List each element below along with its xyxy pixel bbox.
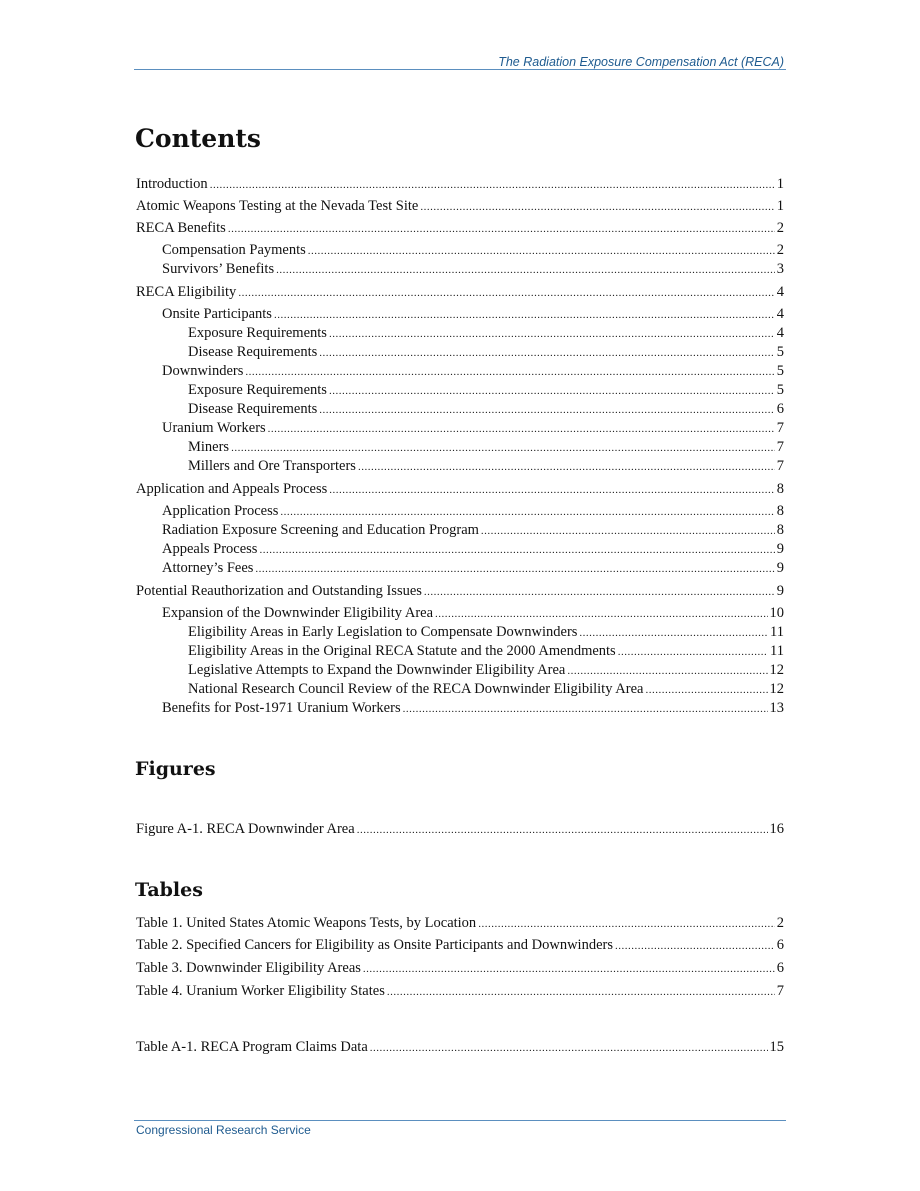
- toc-entry-introduction[interactable]: [136, 175, 784, 194]
- table-entry-page: 6: [776, 937, 784, 953]
- figure-entry-page: 16: [769, 821, 784, 837]
- toc-entry-page: 8: [776, 503, 784, 519]
- toc-entry-attorneys-fees[interactable]: [162, 559, 784, 578]
- toc-entry-title: Application Process: [162, 503, 279, 519]
- toc-entry-title: Exposure Requirements: [188, 325, 327, 341]
- figures-heading: Figures: [135, 758, 216, 780]
- toc-entry-title: Disease Requirements: [188, 401, 318, 417]
- toc-entry-page: 6: [776, 401, 784, 417]
- dot-leader: [319, 401, 774, 419]
- toc-entry-page: 1: [776, 198, 784, 214]
- table-entry-4[interactable]: [136, 982, 784, 1001]
- toc-entry-title: Application and Appeals Process: [136, 481, 328, 497]
- dot-leader: [363, 960, 775, 978]
- dot-leader: [238, 284, 774, 302]
- dot-leader: [645, 681, 767, 699]
- dot-leader: [274, 306, 775, 324]
- toc-entry-reca-benefits[interactable]: [136, 219, 784, 238]
- toc-entry-page: 4: [776, 306, 784, 322]
- dot-leader: [255, 560, 774, 578]
- toc-entry-title: Onsite Participants: [162, 306, 272, 322]
- table-entry-title: Table 4. Uranium Worker Eligibility States: [136, 983, 385, 999]
- dot-leader: [319, 344, 774, 362]
- dot-leader: [329, 382, 775, 400]
- toc-entry-page: 4: [776, 284, 784, 300]
- dot-leader: [280, 503, 774, 521]
- toc-entry-legislative-attempts[interactable]: [188, 661, 784, 680]
- toc-entry-nrc-review[interactable]: [188, 680, 784, 699]
- table-entry-3[interactable]: [136, 959, 784, 978]
- table-entry-2[interactable]: [136, 936, 784, 955]
- toc-entry-title: Downwinders: [162, 363, 244, 379]
- figure-entry-a1[interactable]: [136, 820, 784, 839]
- toc-entry-title: Compensation Payments: [162, 242, 306, 258]
- toc-entry-miners[interactable]: [188, 438, 784, 457]
- toc-entry-page: 7: [776, 420, 784, 436]
- toc-entry-page: 12: [769, 681, 784, 697]
- tables-heading: Tables: [135, 879, 203, 901]
- dot-leader: [357, 821, 768, 839]
- dot-leader: [308, 242, 775, 260]
- toc-entry-page: 5: [776, 382, 784, 398]
- table-entry-page: 7: [776, 983, 784, 999]
- toc-entry-atomic-weapons-testing[interactable]: [136, 197, 784, 216]
- toc-entry-title: Legislative Attempts to Expand the Downwinder Eligibility Area: [188, 662, 566, 678]
- toc-entry-page: 13: [769, 700, 784, 716]
- toc-entry-page: 9: [776, 541, 784, 557]
- contents-heading: Contents: [135, 124, 262, 153]
- table-entry-page: 6: [776, 960, 784, 976]
- dot-leader: [329, 481, 774, 499]
- dot-leader: [268, 420, 775, 438]
- toc-entry-downwinder-exposure-requirements[interactable]: [188, 381, 784, 400]
- dot-leader: [403, 700, 768, 718]
- toc-entry-page: 2: [776, 220, 784, 236]
- toc-entry-title: Attorney’s Fees: [162, 560, 254, 576]
- toc-entry-early-legislation[interactable]: [188, 623, 784, 642]
- toc-entry-page: 5: [776, 344, 784, 360]
- toc-entry-page: 12: [769, 662, 784, 678]
- dot-leader: [387, 983, 775, 1001]
- toc-entry-title: RECA Benefits: [136, 220, 226, 236]
- toc-entry-onsite-exposure-requirements[interactable]: [188, 324, 784, 343]
- toc-entry-page: 11: [770, 624, 784, 640]
- toc-entry-page: 5: [776, 363, 784, 379]
- toc-entry-title: Benefits for Post-1971 Uranium Workers: [162, 700, 401, 716]
- dot-leader: [615, 937, 775, 955]
- toc-entry-title: National Research Council Review of the RECA Downwinder Eligibility Area: [188, 681, 644, 697]
- toc-entry-title: Disease Requirements: [188, 344, 318, 360]
- dot-leader: [358, 458, 775, 476]
- toc-entry-uranium-workers[interactable]: [162, 419, 784, 438]
- toc-entry-page: 10: [769, 605, 784, 621]
- toc-entry-page: 9: [776, 560, 784, 576]
- dot-leader: [481, 522, 775, 540]
- dot-leader: [245, 363, 774, 381]
- toc-entry-page: 4: [776, 325, 784, 341]
- toc-entry-page: 1: [776, 176, 784, 192]
- header-divider: [134, 69, 786, 70]
- table-entry-page: 2: [776, 915, 784, 931]
- table-entry-title: Table 1. United States Atomic Weapons Tests, by Location: [136, 915, 477, 931]
- toc-entry-page: 2: [776, 242, 784, 258]
- toc-entry-downwinders[interactable]: [162, 362, 784, 381]
- toc-entry-compensation-payments[interactable]: [162, 241, 784, 260]
- dot-leader: [228, 220, 775, 238]
- table-entry-title: Table 2. Specified Cancers for Eligibility as Onsite Participants and Downwinders: [136, 937, 613, 953]
- toc-entry-title: Survivors’ Benefits: [162, 261, 275, 277]
- toc-entry-page: 3: [776, 261, 784, 277]
- toc-entry-title: Introduction: [136, 176, 208, 192]
- dot-leader: [259, 541, 774, 559]
- toc-entry-application-process[interactable]: [162, 502, 784, 521]
- toc-entry-post-1971-workers[interactable]: [162, 699, 784, 718]
- dot-leader: [579, 624, 768, 642]
- dot-leader: [420, 198, 774, 216]
- toc-entry-page: 7: [776, 439, 784, 455]
- toc-entry-page: 9: [776, 583, 784, 599]
- toc-entry-page: 7: [776, 458, 784, 474]
- toc-entry-expansion-downwinder-area[interactable]: [162, 604, 784, 623]
- toc-entry-title: Millers and Ore Transporters: [188, 458, 356, 474]
- toc-entry-resep[interactable]: [162, 521, 784, 540]
- toc-entry-title: Atomic Weapons Testing at the Nevada Test Site: [136, 198, 419, 214]
- toc-entry-title: Uranium Workers: [162, 420, 266, 436]
- toc-entry-page: 8: [776, 522, 784, 538]
- toc-entry-title: Potential Reauthorization and Outstanding Issues: [136, 583, 422, 599]
- toc-entry-onsite-participants[interactable]: [162, 305, 784, 324]
- toc-entry-original-statute[interactable]: [188, 642, 784, 661]
- table-entry-1[interactable]: [136, 914, 784, 933]
- dot-leader: [567, 662, 767, 680]
- toc-entry-application-appeals[interactable]: [136, 480, 784, 499]
- running-footer: Congressional Research Service: [136, 1123, 311, 1137]
- dot-leader: [370, 1039, 768, 1057]
- toc-entry-title: Appeals Process: [162, 541, 258, 557]
- dot-leader: [424, 583, 775, 601]
- table-entry-page: 15: [769, 1039, 784, 1055]
- figure-entry-title: Figure A-1. RECA Downwinder Area: [136, 821, 355, 837]
- toc-entry-title: RECA Eligibility: [136, 284, 237, 300]
- toc-entry-page: 8: [776, 481, 784, 497]
- toc-entry-appeals-process[interactable]: [162, 540, 784, 559]
- toc-entry-onsite-disease-requirements[interactable]: [188, 343, 784, 362]
- toc-entry-title: Miners: [188, 439, 230, 455]
- footer-divider: [134, 1120, 786, 1121]
- dot-leader: [435, 605, 767, 623]
- toc-entry-title: Expansion of the Downwinder Eligibility Area: [162, 605, 434, 621]
- table-entry-title: Table 3. Downwinder Eligibility Areas: [136, 960, 361, 976]
- toc-entry-reca-eligibility[interactable]: [136, 283, 784, 302]
- dot-leader: [618, 643, 768, 661]
- toc-entry-survivors-benefits[interactable]: [162, 260, 784, 279]
- table-entry-title: Table A-1. RECA Program Claims Data: [136, 1039, 368, 1055]
- toc-entry-millers-ore-transporters[interactable]: [188, 457, 784, 476]
- toc-entry-title: Eligibility Areas in the Original RECA Statute and the 2000 Amendments: [188, 643, 616, 659]
- toc-entry-reauthorization[interactable]: [136, 582, 784, 601]
- toc-entry-title: Eligibility Areas in Early Legislation to Compensate Downwinders: [188, 624, 578, 640]
- toc-entry-page: 11: [770, 643, 784, 659]
- toc-entry-title: Radiation Exposure Screening and Education Program: [162, 522, 479, 538]
- toc-entry-downwinder-disease-requirements[interactable]: [188, 400, 784, 419]
- dot-leader: [276, 261, 775, 279]
- dot-leader: [231, 439, 775, 457]
- dot-leader: [210, 176, 775, 194]
- dot-leader: [478, 915, 775, 933]
- running-header: The Radiation Exposure Compensation Act (RECA): [498, 55, 784, 69]
- table-entry-a1[interactable]: [136, 1038, 784, 1057]
- dot-leader: [329, 325, 775, 343]
- toc-entry-title: Exposure Requirements: [188, 382, 327, 398]
